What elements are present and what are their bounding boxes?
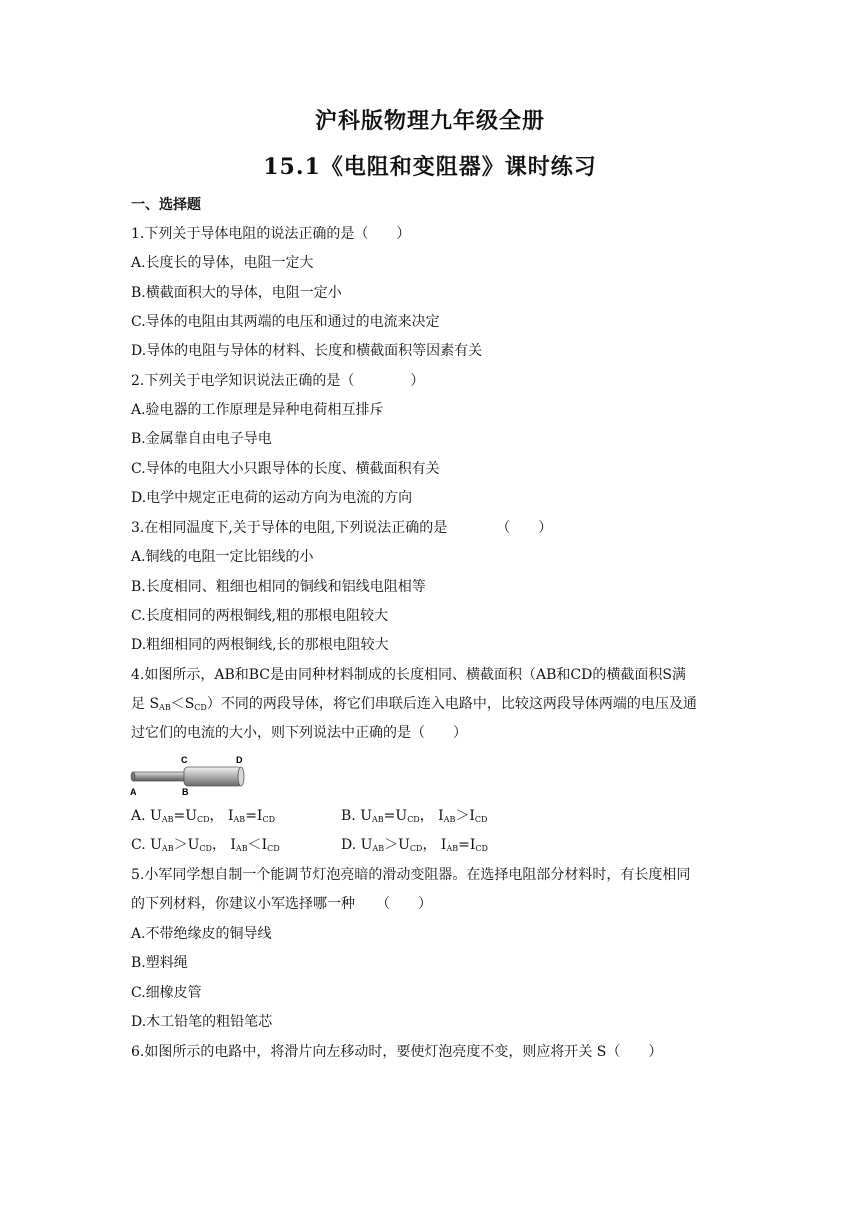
subscript: AB xyxy=(443,815,456,824)
document-title: 沪科版物理九年级全册 xyxy=(314,108,545,134)
q2-option-c: C.导体的电阻大小只跟导体的长度、横截面积有关 xyxy=(131,461,440,477)
q2-stem: 2.下列关于电学知识说法正确的是（ ） xyxy=(131,373,425,389)
text: ＜I xyxy=(247,837,268,853)
subscript: AB xyxy=(446,844,459,853)
text: =I xyxy=(245,808,263,824)
q4-option-d xyxy=(341,836,488,858)
subscript: CD xyxy=(409,844,423,853)
q4-option-a xyxy=(131,807,275,829)
subscript: AB xyxy=(159,703,171,712)
subscript: AB xyxy=(161,844,174,853)
subscript: CD xyxy=(194,703,207,712)
conductor-figure xyxy=(129,752,249,798)
q5-option-b: B.塑料绳 xyxy=(131,955,188,971)
conductor-end-a xyxy=(131,772,135,781)
text: ， I xyxy=(209,808,234,824)
subscript: AB xyxy=(372,844,385,853)
text: =U xyxy=(383,808,408,824)
q4-stem-line2 xyxy=(131,695,697,717)
document-subtitle: 15.1《电阻和变阻器》课时练习 xyxy=(263,154,597,180)
text: C. U xyxy=(131,837,162,853)
text: ＞U xyxy=(384,837,410,853)
text: ）不同的两段导体，将它们串联后连入电路中，比较这两段导体两端的电压及通 xyxy=(206,696,697,712)
section-heading: 一、选择题 xyxy=(131,197,201,213)
text: ＞I xyxy=(455,808,475,824)
subscript: CD xyxy=(407,815,420,824)
text: =U xyxy=(173,808,197,824)
q2-option-d: D.电学中规定正电荷的运动方向为电流的方向 xyxy=(131,490,413,506)
text: ＜S xyxy=(170,696,195,712)
q1-option-c: C.导体的电阻由其两端的电压和通过的电流来决定 xyxy=(131,314,440,330)
text: =I xyxy=(458,837,476,853)
q5-stem-line1: 5.小军同学想自制一个能调节灯泡亮暗的滑动变阻器。在选择电阻部分材料时，有长度相同 xyxy=(131,867,691,883)
q2-option-b: B.金属靠自由电子导电 xyxy=(131,431,272,447)
text: ， I xyxy=(211,837,236,853)
q1-option-d: D.导体的电阻与导体的材料、长度和横截面积等因素有关 xyxy=(131,343,483,359)
thick-conductor-cd xyxy=(184,767,242,786)
subscript: AB xyxy=(161,815,174,824)
q3-option-b: B.长度相同、粗细也相同的铜线和铝线电阻相等 xyxy=(131,579,426,595)
q4-stem-line3: 过它们的电流的大小，则下列说法中正确的是（ ） xyxy=(131,725,467,741)
thin-conductor-ab xyxy=(132,772,186,781)
text: B. U xyxy=(341,808,372,824)
subscript: AB xyxy=(233,815,246,824)
q2-option-a: A.验电器的工作原理是异种电荷相互排斥 xyxy=(131,402,384,418)
q5-option-a: A.不带绝缘皮的铜导线 xyxy=(131,926,272,942)
q5-option-d: D.木工铅笔的粗铅笔芯 xyxy=(131,1014,273,1030)
q1-option-b: B.横截面积大的导体，电阻一定小 xyxy=(131,285,342,301)
q1-stem: 1.下列关于导体电阻的说法正确的是（ ） xyxy=(131,226,411,242)
subscript: AB xyxy=(235,844,248,853)
conductor-end-d xyxy=(238,767,244,786)
text: 足 S xyxy=(131,696,160,712)
q3-stem: 3.在相同温度下,关于导体的电阻,下列说法正确的是 （ ） xyxy=(131,520,553,536)
text: ， I xyxy=(419,808,444,824)
text: D. U xyxy=(341,837,373,853)
q5-option-c: C.细橡皮管 xyxy=(131,985,202,1001)
text: A. U xyxy=(131,808,162,824)
q3-option-c: C.长度相同的两根铜线,粗的那根电阻较大 xyxy=(131,608,389,624)
q6-stem: 6.如图所示的电路中，将滑片向左移动时，要使灯泡亮度不变，则应将开关 S（ ） xyxy=(131,1044,663,1060)
q4-option-c xyxy=(131,836,280,858)
q5-stem-line2: 的下列材料，你建议小军选择哪一种 （ ） xyxy=(131,896,432,912)
q4-option-b xyxy=(341,807,487,829)
q3-option-a: A.铜线的电阻一定比铝线的小 xyxy=(131,549,314,565)
text: ， I xyxy=(422,837,447,853)
q4-stem-line1: 4.如图所示，AB和BC是由同种材料制成的长度相同、横截面积（AB和CD的横截面积S满 xyxy=(131,667,686,683)
subscript: CD xyxy=(199,844,212,853)
subscript: CD xyxy=(262,815,275,824)
label-b: B xyxy=(182,787,189,797)
subscript: AB xyxy=(372,815,384,824)
label-c: C xyxy=(181,755,188,765)
text: ＞U xyxy=(173,837,200,853)
q3-option-d: D.粗细相同的两根铜线,长的那根电阻较大 xyxy=(131,637,389,653)
subscript: CD xyxy=(475,844,488,853)
subscript: CD xyxy=(267,844,280,853)
q1-option-a: A.长度长的导体，电阻一定大 xyxy=(131,255,314,271)
subscript: CD xyxy=(474,815,488,824)
subscript: CD xyxy=(197,815,210,824)
label-d: D xyxy=(236,755,243,765)
label-a: A xyxy=(130,787,137,797)
